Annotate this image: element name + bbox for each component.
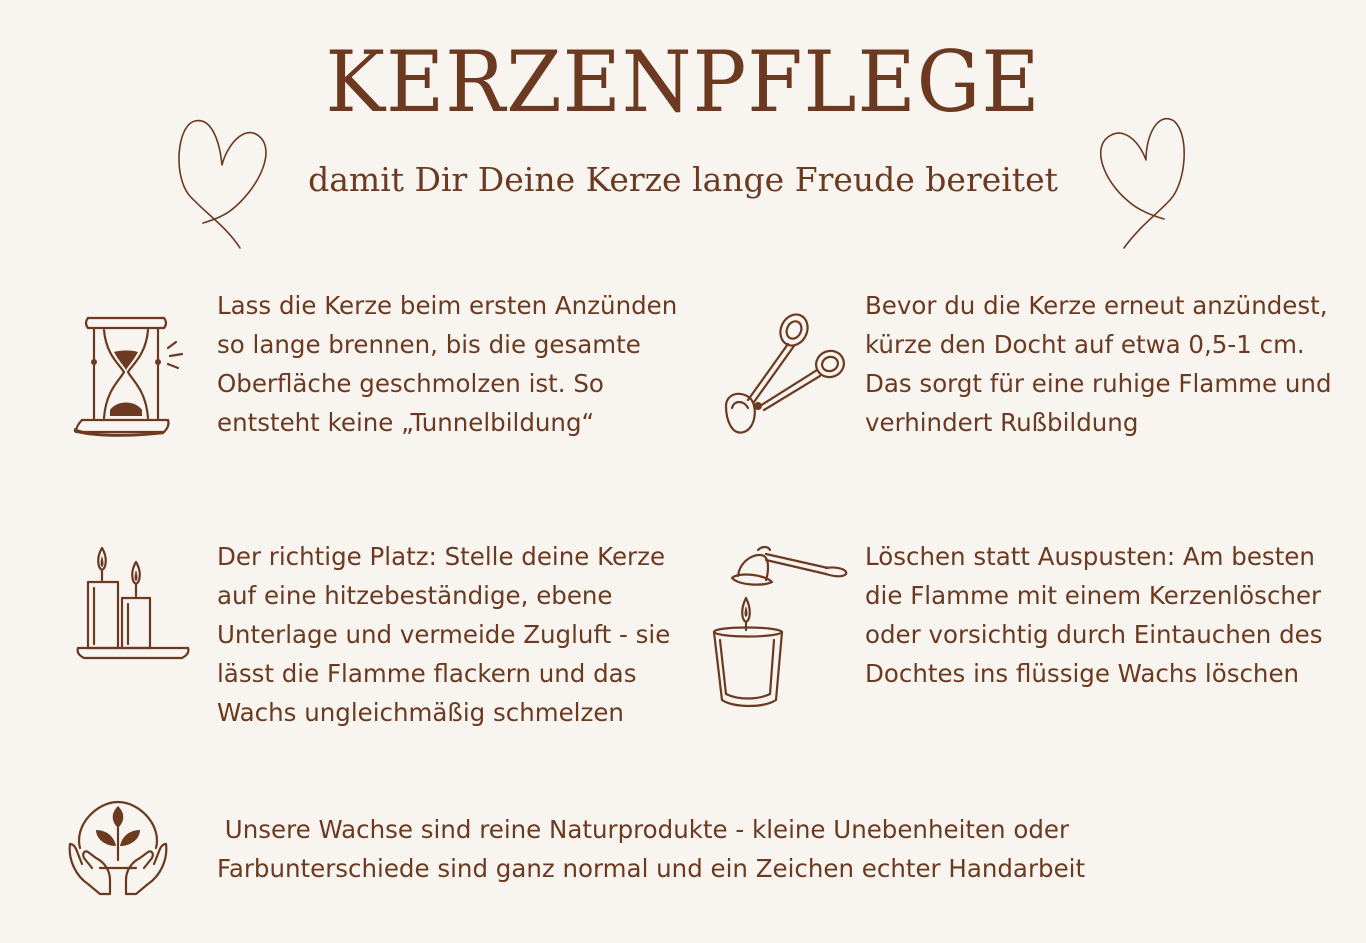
page-subtitle: damit Dir Deine Kerze lange Freude bereitet	[308, 160, 1058, 199]
heart-icon-left	[175, 115, 275, 255]
tip-natural-products: Unsere Wachse sind reine Naturprodukte - kleine Unebenheiten oder Farbunterschiede sind ganz normal und ein Zeichen echter Handarbeit	[217, 815, 1086, 883]
candle-snuffer-icon	[708, 540, 853, 715]
tip-placement: Der richtige Platz: Stelle deine Kerze auf eine hitzebeständige, ebene Unterlage und vermeide Zugluft - sie lässt die Flamme flackern und das Wachs ungleichmäßig schmelzen	[217, 542, 671, 727]
hands-leaves-icon	[66, 800, 170, 900]
page-title: KERZENPFLEGE	[325, 33, 1041, 131]
tip-wick-trim: Bevor du die Kerze erneut anzündest, kürze den Docht auf etwa 0,5-1 cm. Das sorgt für eine ruhige Flamme und verhindert Rußbildung	[865, 291, 1332, 437]
heart-icon-right	[1094, 115, 1194, 255]
candles-icon	[72, 544, 197, 669]
wick-trimmer-icon	[718, 308, 853, 443]
tip-extinguish: Löschen statt Auspusten: Am besten die Flamme mit einem Kerzenlöscher oder vorsichtig durch Eintauchen des Dochtes ins flüssige Wachs löschen	[865, 542, 1323, 688]
hourglass-icon	[72, 310, 190, 440]
tip-first-burn: Lass die Kerze beim ersten Anzünden so lange brennen, bis die gesamte Oberfläche geschmolzen ist. So entsteht keine „Tunnelbildung“	[217, 291, 678, 437]
